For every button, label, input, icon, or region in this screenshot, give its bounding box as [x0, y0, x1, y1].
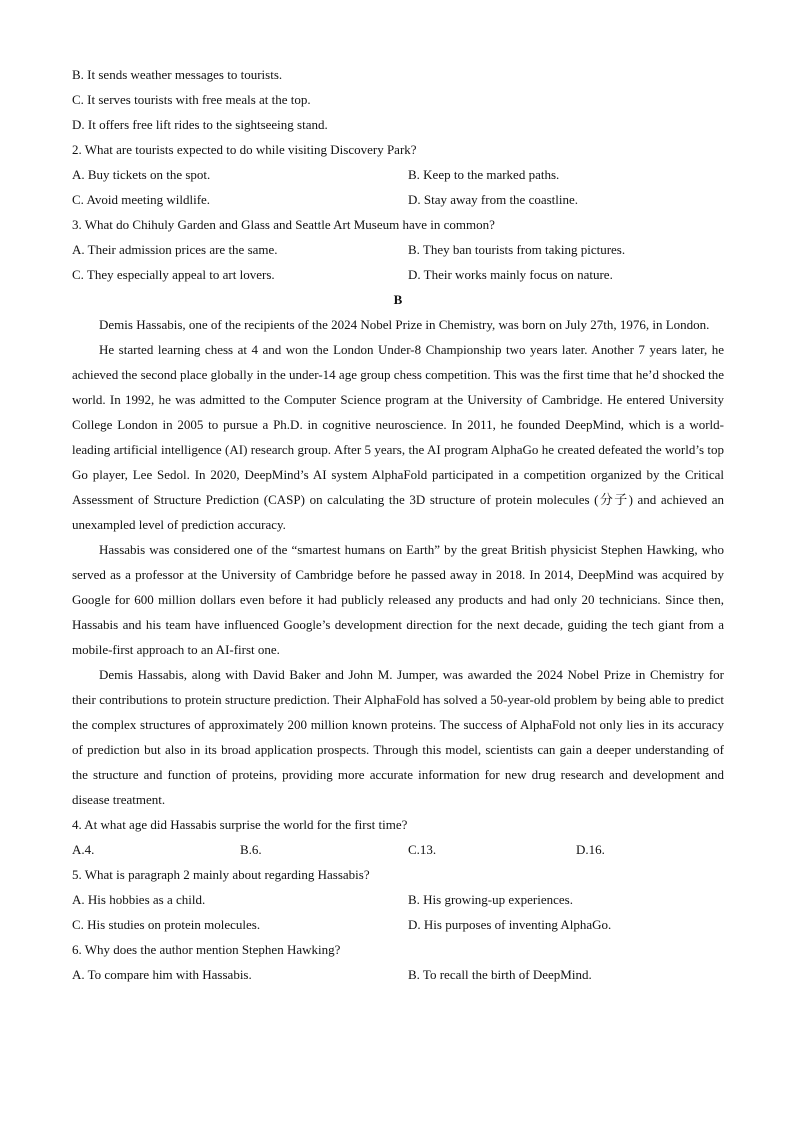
- q5-option-d: D. His purposes of inventing AlphaGo.: [408, 917, 612, 932]
- q3-option-c: C. They especially appeal to art lovers.: [72, 267, 275, 282]
- exam-page: [72, 62, 724, 987]
- q2-option-c: C. Avoid meeting wildlife.: [72, 192, 211, 207]
- q1-option-b: B. It sends weather messages to tourists.: [72, 67, 283, 82]
- q4-option-a: A.4.: [72, 842, 95, 857]
- q3-options-row-2: [72, 262, 724, 287]
- q3-option-d: D. Their works mainly focus on nature.: [408, 267, 613, 282]
- q2-option-d: D. Stay away from the coastline.: [408, 192, 579, 207]
- q2-options-row-1: [72, 162, 724, 187]
- passage-paragraph-3: Hassabis was considered one of the “smartest humans on Earth” by the great British physicist Stephen Hawking, who served as a professor at the University of Cambridge before he passed away in 2018. In 2014, DeepMind was acquired by Google for 600 million dollars even before it had publicly released any products and had only 20 technicians. Since then, Hassabis and his team have influenced Google’s development direction for the next decade, guiding the tech giant from a mobile-first approach to an AI-first one.: [72, 542, 724, 657]
- q4-option-c: C.13.: [408, 842, 437, 857]
- q2-question: 2. What are tourists expected to do while visiting Discovery Park?: [72, 142, 417, 157]
- q5-question: 5. What is paragraph 2 mainly about regarding Hassabis?: [72, 867, 370, 882]
- q2-option-b: B. Keep to the marked paths.: [408, 167, 560, 182]
- q1-option-c: C. It serves tourists with free meals at the top.: [72, 92, 311, 107]
- q3-option-a: A. Their admission prices are the same.: [72, 242, 278, 257]
- passage-paragraph-4: Demis Hassabis, along with David Baker and John M. Jumper, was awarded the 2024 Nobel Prize in Chemistry for their contributions to protein structure prediction. Their AlphaFold has solved a 50-year-old problem by being able to predict the complex structures of approximately 200 million known proteins. The success of AlphaFold not only lies in its accuracy of prediction but also in its broad application prospects. Through this model, scientists can gain a deeper understanding of the structure and function of proteins, providing more accurate information for new drug research and development and disease treatment.: [72, 667, 724, 807]
- q4-question: 4. At what age did Hassabis surprise the world for the first time?: [72, 817, 408, 832]
- section-heading: B: [393, 292, 403, 307]
- q5-options-row-1: [72, 887, 724, 912]
- q3-options-row-1: [72, 237, 724, 262]
- q4-options-row: [72, 837, 724, 862]
- q5-options-row-2: [72, 912, 724, 937]
- passage-paragraph-1: Demis Hassabis, one of the recipients of the 2024 Nobel Prize in Chemistry, was born on July 27th, 1976, in London.: [99, 317, 710, 332]
- q1-option-d: D. It offers free lift rides to the sightseeing stand.: [72, 117, 328, 132]
- q6-option-b: B. To recall the birth of DeepMind.: [408, 967, 592, 982]
- q6-question: 6. Why does the author mention Stephen Hawking?: [72, 942, 341, 957]
- q4-option-d: D.16.: [576, 842, 605, 857]
- q2-options-row-2: [72, 187, 724, 212]
- q4-option-b: B.6.: [240, 842, 262, 857]
- q5-option-c: C. His studies on protein molecules.: [72, 917, 261, 932]
- q3-option-b: B. They ban tourists from taking pictures.: [408, 242, 626, 257]
- q2-option-a: A. Buy tickets on the spot.: [72, 167, 211, 182]
- q3-question: 3. What do Chihuly Garden and Glass and Seattle Art Museum have in common?: [72, 217, 495, 232]
- q5-option-a: A. His hobbies as a child.: [72, 892, 206, 907]
- q6-option-a: A. To compare him with Hassabis.: [72, 967, 252, 982]
- passage-paragraph-2: He started learning chess at 4 and won the London Under-8 Championship two years later. Another 7 years later, he achieved the second place globally in the under-14 age group chess competition. This was the first time that he’d shocked the world. In 1992, he was admitted to the Computer Science program at the University of Cambridge. He entered University College London in 2005 to pursue a Ph.D. in cognitive neuroscience. In 2011, he founded DeepMind, which is a world-leading artificial intelligence (AI) research group. After 5 years, the AI program AlphaGo he created defeated the world’s top Go player, Lee Sedol. In 2020, DeepMind’s AI system AlphaFold participated in a competition organized by the Critical Assessment of Structure Prediction (CASP) on calculating the 3D structure of protein molecules (分子) and achieved an unexampled level of prediction accuracy.: [72, 342, 724, 532]
- q6-options-row-1: [72, 962, 724, 987]
- q5-option-b: B. His growing-up experiences.: [408, 892, 573, 907]
